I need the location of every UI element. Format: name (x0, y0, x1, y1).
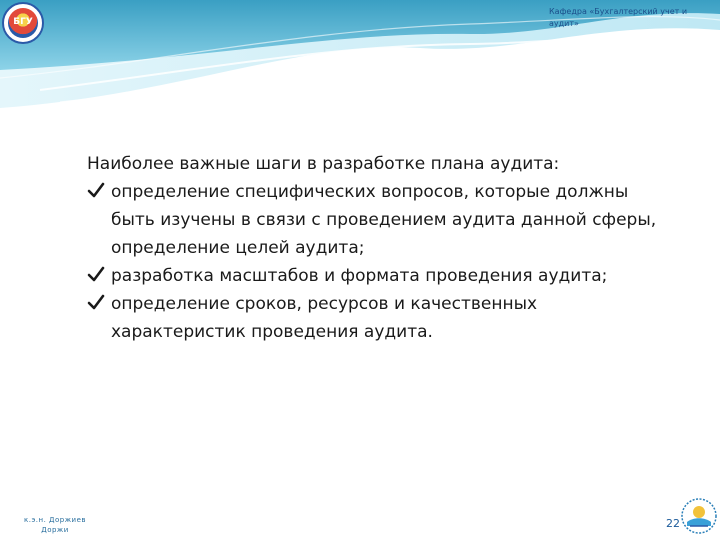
slide-content (87, 150, 677, 346)
department-title: Кафедра «Бухгалтерский учет и аудит» (549, 7, 688, 28)
list-item (87, 290, 677, 346)
footer-author: к.э.н. Доржиев Доржи (23, 516, 87, 534)
list-item-text: определение специфических вопросов, которые должны быть изучены в связи с проведением аудита данной сферы, определение целей аудита; (111, 182, 657, 258)
list-item-text: определение сроков, ресурсов и качественных характеристик проведения аудита. (111, 294, 538, 342)
checkmark-icon (87, 265, 105, 283)
university-logo (2, 2, 44, 44)
bullet-list (87, 178, 677, 346)
slide-lead: Наиболее важные шаги в разработке плана аудита: (87, 154, 560, 174)
page-number: 22 (666, 517, 680, 530)
checkmark-icon (87, 181, 105, 199)
logo-text: БГУ (13, 17, 33, 27)
list-item-text: разработка масштабов и формата проведения аудита; (111, 266, 608, 286)
list-item (87, 178, 677, 262)
footer-emblem-icon (680, 496, 718, 536)
checkmark-icon (87, 293, 105, 311)
list-item (87, 262, 677, 290)
